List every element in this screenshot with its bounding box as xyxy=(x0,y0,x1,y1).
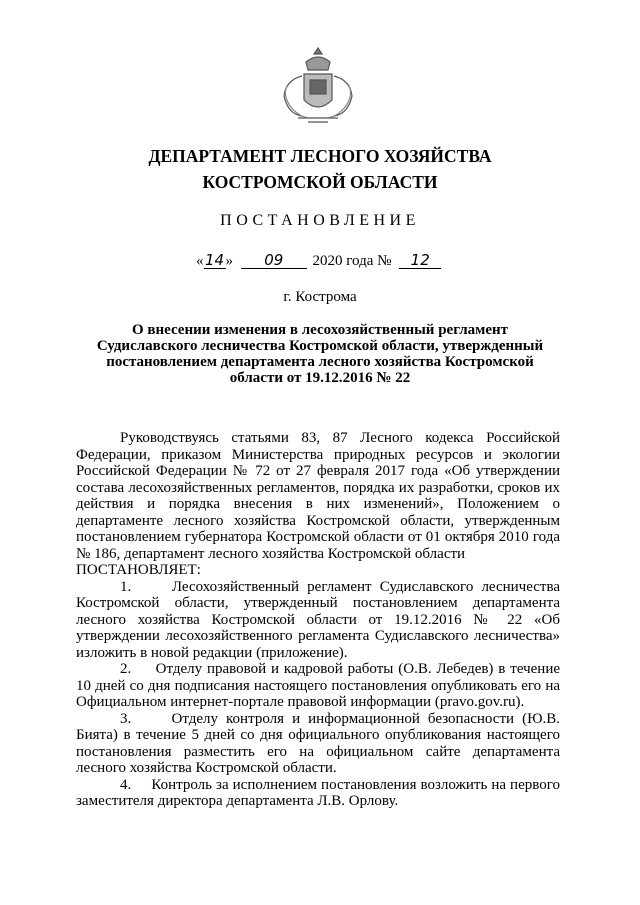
department-name-line2: КОСТРОМСКОЙ ОБЛАСТИ xyxy=(202,172,438,192)
list-item xyxy=(76,711,560,777)
item-text: Отделу контроля и информационной безопасности (Ю.В. Бията) в течение 5 дней со дня официального опубликования настоящего постановления разместить его на официальном сайте департамента лесного хозяйства Костромской области. xyxy=(76,710,560,776)
date-open-quote: « xyxy=(196,253,204,269)
preamble-paragraph: Руководствуясь статьями 83, 87 Лесного кодекса Российской Федерации, приказом Министерства природных ресурсов и экологии Российской Федерации № 72 от 27 февраля 2017 года «Об утверждении состава лесохозяйственных регламентов, порядка их разработки, сроков их действия и порядка внесения в них изменений», Положением о департаменте лесного хозяйства Костромской области, утвержденным постановлением губернатора Костромской области от 01 октября 2010 года № 186, департамент лесного хозяйства Костромской области xyxy=(76,430,560,562)
document-body xyxy=(76,430,560,810)
item-number: 3. xyxy=(120,710,132,727)
list-item xyxy=(76,579,560,662)
city-name: г. Кострома xyxy=(283,289,357,305)
list-item xyxy=(76,661,560,711)
document-type-heading: ПОСТАНОВЛЕНИЕ xyxy=(220,212,420,229)
document-title: О внесении изменения в лесохозяйственный регламент Судиславского лесничества Костромской области, утвержденный постановлением департамента лесного хозяйства Костромской области от 19.12.2016 № 22 xyxy=(96,322,544,386)
date-day: 14 xyxy=(204,251,225,269)
date-month: 09 xyxy=(241,252,307,269)
item-text: Контроль за исполнением постановления возложить на первого заместителя директора департамента Л.В. Орлову. xyxy=(76,776,561,809)
item-number: 4. xyxy=(120,776,132,793)
date-number-line xyxy=(196,252,441,270)
department-name-line1: ДЕПАРТАМЕНТ ЛЕСНОГО ХОЗЯЙСТВА xyxy=(148,146,492,166)
list-item xyxy=(76,777,560,810)
item-text: Отделу правовой и кадровой работы (О.В. Лебедев) в течение 10 дней со дня подписания настоящего постановления опубликовать его на Официальном интернет-портале правовой информации (pravo.gov.ru). xyxy=(76,661,561,710)
date-close-quote: » xyxy=(225,253,233,269)
item-number: 2. xyxy=(120,661,132,677)
item-text: Лесохозяйственный регламент Судиславского лесничества Костромской области, утвержденный постановлением департамента лесного хозяйства Костромской области от 19.12.2016 № 22 «Об утверждении лесохозяйственного регламента Судиславского лесничества» изложить в новой редакции (приложение). xyxy=(76,578,561,661)
kostroma-coat-of-arms-emblem xyxy=(278,44,358,126)
decree-word: ПОСТАНОВЛЯЕТ: xyxy=(76,562,201,578)
document-number: 12 xyxy=(399,252,441,269)
date-year-label: 2020 года № xyxy=(312,253,392,269)
item-number: 1. xyxy=(120,578,132,595)
